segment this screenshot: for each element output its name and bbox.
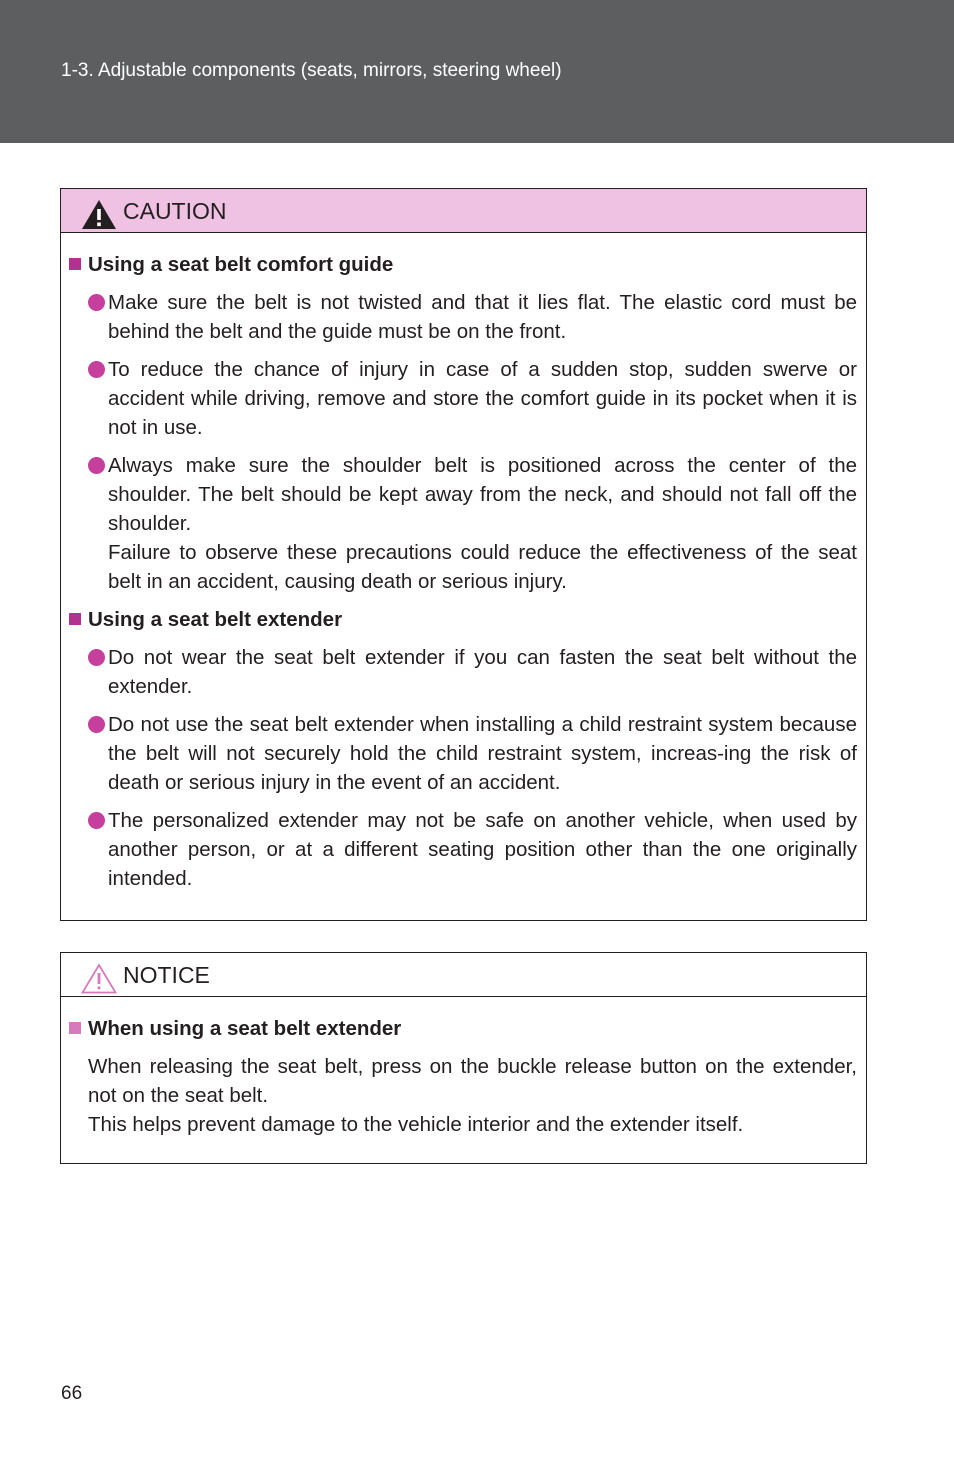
bullet-dot-icon bbox=[88, 457, 105, 474]
section-square-icon bbox=[69, 1022, 81, 1034]
notice-paragraph bbox=[61, 1052, 866, 1139]
section-heading bbox=[61, 605, 866, 634]
notice-body bbox=[61, 997, 866, 1139]
bullet-text: Do not wear the seat belt extender if you can fasten the seat belt without the extender. bbox=[108, 646, 857, 698]
section-heading-text: Using a seat belt extender bbox=[88, 608, 343, 631]
bullet-dot-icon bbox=[88, 812, 105, 829]
bullet-dot-icon bbox=[88, 294, 105, 311]
list-item bbox=[61, 643, 866, 701]
bullet-dot-icon bbox=[88, 649, 105, 666]
bullet-text: The personalized extender may not be safe on another vehicle, when used by another person, or at a different seating position other than the one originally intended. bbox=[108, 809, 857, 890]
bullet-text: Make sure the belt is not twisted and that it lies flat. The elastic cord must be behind the belt and the guide must be on the front. bbox=[108, 291, 857, 343]
bullet-text: Always make sure the shoulder belt is positioned across the center of the shoulder. The belt should be kept away from the neck, and should not fall off the shoulder. bbox=[108, 454, 857, 535]
caution-box bbox=[60, 188, 867, 921]
caution-title: CAUTION bbox=[123, 198, 227, 224]
list-item bbox=[61, 355, 866, 442]
bullet-text: To reduce the chance of injury in case of a sudden stop, sudden swerve or accident while driving, remove and store the comfort guide in its pocket when it is not in use. bbox=[108, 358, 857, 439]
bullet-dot-icon bbox=[88, 716, 105, 733]
section-heading bbox=[61, 250, 866, 279]
bullet-text: Do not use the seat belt extender when installing a child restraint system because the belt will not securely hold the child restraint system, increas-ing the risk of death or serious injury in the event of an accident. bbox=[108, 713, 857, 794]
notice-text: This helps prevent damage to the vehicle interior and the extender itself. bbox=[88, 1113, 744, 1136]
notice-triangle-icon bbox=[81, 963, 117, 994]
caution-header bbox=[61, 189, 866, 233]
list-item bbox=[61, 288, 866, 346]
bullet-text-continued: Failure to observe these precautions could reduce the effectiveness of the seat belt in an accident, causing death or serious injury. bbox=[108, 541, 857, 593]
list-item bbox=[61, 710, 866, 797]
bullet-dot-icon bbox=[88, 361, 105, 378]
caution-body bbox=[61, 233, 866, 893]
header-band bbox=[0, 0, 954, 143]
warning-triangle-icon bbox=[81, 199, 117, 230]
section-square-icon bbox=[69, 258, 81, 270]
list-item bbox=[61, 451, 866, 596]
notice-header bbox=[61, 953, 866, 997]
section-heading-text: Using a seat belt comfort guide bbox=[88, 253, 394, 276]
section-heading-text: When using a seat belt extender bbox=[88, 1017, 402, 1040]
section-heading bbox=[61, 1014, 866, 1043]
notice-box bbox=[60, 952, 867, 1164]
notice-text: When releasing the seat belt, press on the buckle release button on the extender, not on the seat belt. bbox=[88, 1055, 857, 1107]
breadcrumb: 1-3. Adjustable components (seats, mirrors, steering wheel) bbox=[61, 60, 562, 81]
notice-title: NOTICE bbox=[123, 962, 210, 988]
section-square-icon bbox=[69, 613, 81, 625]
list-item bbox=[61, 806, 866, 893]
page-number: 66 bbox=[61, 1383, 83, 1404]
